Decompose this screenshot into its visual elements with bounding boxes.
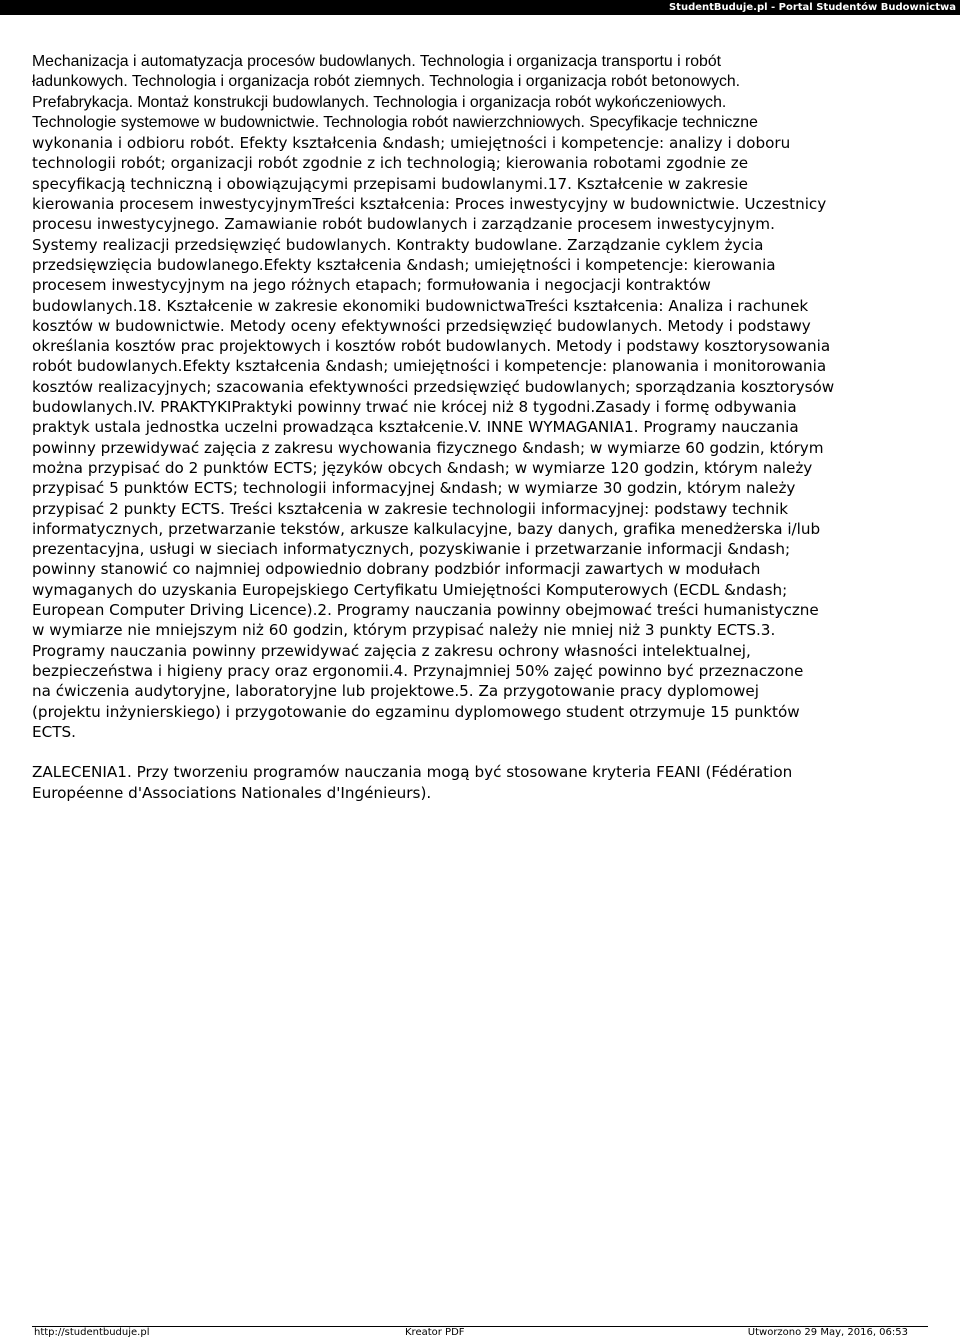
paragraph-technologies: Mechanizacja i automatyzacja procesów budowlanych. Technologia i organizacja transportu i robót ładunkowych. Technologia i organizacja robót ziemnych. Technologia i organizacja robót betonowych. Prefabrykacja. Montaż konstrukcji budowlanych. Technologia i organizacja robót wykończeniowych. Technologie systemowe w budownictwie. Technologia robót nawierzchniowych. Specyfikacje techniczne bbox=[32, 53, 758, 131]
footer-created-date: Utworzono 29 May, 2016, 06:53 bbox=[747, 1327, 908, 1338]
header-title: StudentBuduje.pl - Portal Studentów Budownictwa bbox=[668, 2, 956, 13]
document-body bbox=[32, 52, 938, 803]
footer-url[interactable]: http://studentbuduje.pl bbox=[34, 1327, 150, 1338]
page-footer bbox=[0, 1322, 960, 1341]
footer-generator: Kreator PDF bbox=[405, 1327, 465, 1338]
paragraph-recommendations: ZALECENIA1. Przy tworzeniu programów nauczania mogą być stosowane kryteria FEANI (Fédération Européenne d'Associations Nationales d'Ingénieurs). bbox=[32, 763, 793, 802]
paragraph-main: wykonania i odbioru robót. Efekty kształcenia &ndash; umiejętności i kompetencje: analizy i doboru technologii robót; organizacji robót zgodnie z ich technologią; kierowania robotami zgodnie ze specyfikacją techniczną i obowiązującymi przepisami budowlanymi.17. Kształcenie w zakresie kierowania procesem inwestycyjnymTreści kształcenia: Proces inwestycyjny w budownictwie. Uczestnicy procesu inwestycyjnego. Zamawianie robót budowlanych i zarządzanie procesem inwestycyjnym. Systemy realizacji przedsięwzięć budowlanych. Kontrakty budowlane. Zarządzanie cyklem życia przedsięwzięcia budowlanego.Efekty kształcenia &ndash; umiejętności i kompetencje: kierowania procesem inwestycyjnym na jego różnych etapach; formułowania i negocjacji kontraktów budowlanych.18. Kształcenie w zakresie ekonomiki budownictwaTreści kształcenia: Analiza i rachunek kosztów w budownictwie. Metody oceny efektywności przedsięwzięć budowlanych. Metody i podstawy określania kosztów prac projektowych i kosztów robót budowlanych. Metody i podstawy kosztorysowania robót budowlanych.Efekty kształcenia &ndash; umiejętności i kompetencje: planowania i monitorowania kosztów realizacyjnych; szacowania efektywności przedsięwzięć budowlanych; sporządzania kosztorysów budowlanych.IV. PRAKTYKIPraktyki powinny trwać nie krócej niż 8 tygodni.Zasady i formę odbywania praktyk ustala jednostka uczelni prowadząca kształcenie.V. INNE WYMAGANIA1. Programy nauczania powinny przewidywać zajęcia z zakresu wychowania fizycznego &ndash; w wymiarze 60 godzin, którym można przypisać do 2 punktów ECTS; języków obcych &ndash; w wymiarze 120 godzin, którym należy przypisać 5 punktów ECTS; technologii informacyjnej &ndash; w wymiarze 30 godzin, którym należy przypisać 2 punkty ECTS. Treści kształcenia w zakresie technologii informacyjnej: podstawy technik informatycznych, przetwarzanie tekstów, arkusze kalkulacyjne, bazy danych, grafika menedżerska i/lub prezentacyjna, usługi w sieciach informatycznych, pozyskiwanie i przetwarzanie informacji &ndash; powinny stanowić co najmniej odpowiednio dobrany podzbiór informacji zawartych w modułach wymaganych do uzyskania Europejskiego Certyfikatu Umiejętności Komputerowych (ECDL &ndash; European Computer Driving Licence).2. Programy nauczania powinny obejmować treści humanistyczne w wymiarze nie mniejszym niż 60 godzin, którym przypisać należy nie mniej niż 3 punkty ECTS.3. Programy nauczania powinny przewidywać zajęcia z zakresu ochrony własności intelektualnej, bezpieczeństwa i higieny pracy oraz ergonomii.4. Przynajmniej 50% zajęć powinno być przeznaczone na ćwiczenia audytoryjne, laboratoryjne lub projektowe.5. Za przygotowanie pracy dyplomowej (projektu inżynierskiego) i przygotowanie do egzaminu dyplomowego student otrzymuje 15 punktów ECTS. bbox=[32, 134, 835, 741]
paragraph-spacer bbox=[32, 742, 938, 762]
page-header bbox=[0, 0, 960, 15]
